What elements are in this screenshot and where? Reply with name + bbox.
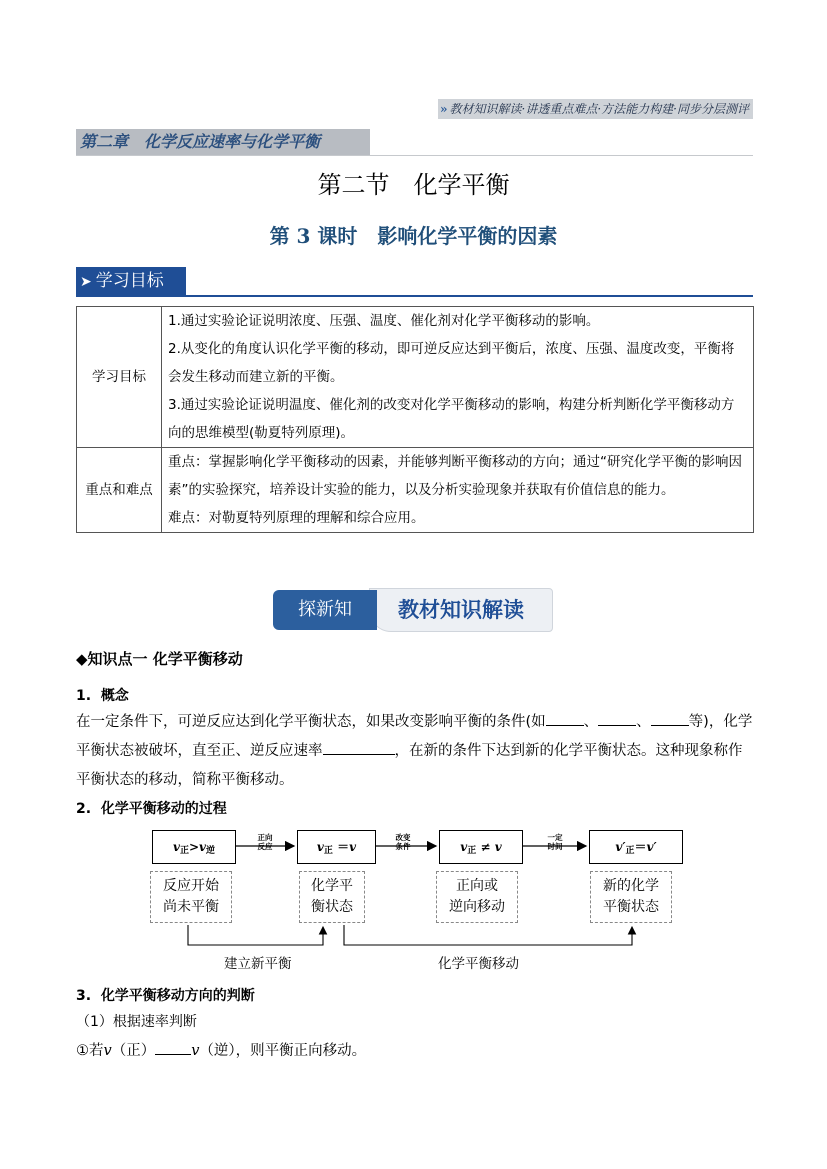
goal-line: 3.通过实验论证说明温度、催化剂的改变对化学平衡移动的影响，构建分析判断化学平衡移动方向的思维模型(勒夏特列原理)。 bbox=[168, 397, 735, 441]
rate-symbol: v bbox=[494, 840, 502, 854]
label-equilibrium-shift: 化学平衡移动 bbox=[438, 956, 519, 972]
rate-symbol: v bbox=[172, 840, 180, 854]
arrow-label-line: 正向 bbox=[257, 833, 273, 842]
state-box-new-equilibrium bbox=[590, 871, 672, 923]
concept-text: 在一定条件下，可逆反应达到化学平衡状态，如果改变影响平衡的条件(如 bbox=[76, 714, 546, 730]
header-banner-text: 教材知识解读·讲透重点难点·方法能力构建·同步分层测评 bbox=[449, 102, 749, 116]
double-chevron-icon: » bbox=[440, 102, 448, 116]
rate-symbol: v bbox=[191, 1043, 200, 1059]
rate-box-new-equilibrium bbox=[589, 830, 683, 864]
heading-3 bbox=[76, 985, 255, 1007]
rate-symbol: v bbox=[460, 840, 468, 854]
fill-blank[interactable] bbox=[155, 1040, 191, 1056]
lesson-title: 第 3 课时 影响化学平衡的因素 bbox=[269, 224, 558, 248]
concept-text: 等)，化学平衡状态被破坏，直至正、逆反应速率 bbox=[76, 714, 753, 759]
bracket-equilibrium-shift bbox=[344, 925, 632, 945]
arrow-label-line: 反应 bbox=[257, 842, 273, 851]
arrow-label-line: 一定 bbox=[547, 833, 563, 842]
rate-subscript: 逆 bbox=[206, 846, 216, 856]
state-box-equilibrium bbox=[299, 871, 365, 923]
rate-subscript: 正 bbox=[625, 846, 635, 856]
heading-number: 2. bbox=[76, 801, 92, 817]
state-line: 化学平 bbox=[311, 878, 353, 894]
state-line: 衡状态 bbox=[311, 899, 353, 915]
state-line: 逆向移动 bbox=[449, 899, 505, 915]
rate-symbol: v bbox=[646, 840, 654, 854]
section-banner-left: 探新知 bbox=[273, 590, 377, 630]
row-head-key-points: 重点和难点 bbox=[77, 448, 162, 533]
subheading-rate: （1）根据速率判断 bbox=[76, 1014, 197, 1030]
arrow-label-forward bbox=[248, 833, 282, 851]
goal-line: 1.通过实验论证说明浓度、压强、温度、催化剂对化学平衡移动的影响。 bbox=[168, 313, 600, 329]
item-paren: （正） bbox=[111, 1043, 156, 1059]
state-line: 尚未平衡 bbox=[163, 899, 219, 915]
rate-subscript: 正 bbox=[179, 846, 189, 856]
play-arrow-icon: ➤ bbox=[80, 274, 92, 290]
rate-symbol: v bbox=[103, 1043, 112, 1059]
chapter-title: 第二章 化学反应速率与化学平衡 bbox=[76, 129, 370, 155]
section-title: 第二节 化学平衡 bbox=[317, 171, 510, 199]
concept-separator: 、 bbox=[636, 714, 651, 730]
rate-subscript: 正 bbox=[467, 846, 477, 856]
state-box-not-equilibrium bbox=[150, 871, 232, 923]
section-banner-right: 教材知识解读 bbox=[369, 588, 553, 632]
rate-operator: > bbox=[188, 840, 200, 854]
heading-text: 概念 bbox=[100, 688, 129, 704]
rate-box-shift bbox=[439, 830, 523, 864]
item-prefix: ①若 bbox=[76, 1043, 104, 1059]
rate-prime: ′ bbox=[653, 840, 657, 854]
rate-operator: ＝ bbox=[337, 840, 350, 854]
arrow-label-line: 改变 bbox=[395, 833, 411, 842]
objectives-tag-label: 学习目标 bbox=[95, 271, 164, 291]
item-paren: （逆） bbox=[199, 1043, 236, 1059]
difficulty-line: 难点：对勒夏特列原理的理解和综合应用。 bbox=[168, 510, 425, 526]
state-line: 平衡状态 bbox=[603, 899, 659, 915]
knowledge-point-title: ◆知识点一 化学平衡移动 bbox=[76, 650, 243, 668]
state-line: 正向或 bbox=[456, 878, 498, 894]
bracket-establish-equilibrium bbox=[188, 925, 323, 945]
rate-symbol: v bbox=[615, 840, 623, 854]
arrow-label-time bbox=[538, 833, 572, 851]
goal-line: 2.从变化的角度认识化学平衡的移动，即可逆反应达到平衡后，浓度、压强、温度改变，平衡将会发生移动而建立新的平衡。 bbox=[168, 341, 735, 385]
arrow-label-line: 条件 bbox=[395, 842, 411, 851]
rate-box-unbalanced bbox=[152, 830, 236, 864]
heading-text: 化学平衡移动方向的判断 bbox=[100, 988, 255, 1004]
rate-prime: ′ bbox=[622, 840, 626, 854]
heading-number: 3. bbox=[76, 988, 92, 1004]
arrow-label-line: 时间 bbox=[547, 842, 563, 851]
rate-operator: ≠ bbox=[480, 840, 491, 854]
rate-subscript: 正 bbox=[323, 846, 333, 856]
heading-text: 化学平衡移动的过程 bbox=[100, 801, 227, 817]
rate-symbol: v bbox=[349, 840, 357, 854]
arrow-label-condition bbox=[386, 833, 420, 851]
key-point-line: 重点：掌握影响化学平衡移动的因素，并能够判断平衡移动的方向；通过“研究化学平衡的影响因素”的实验探究，培养设计实验的能力，以及分析实验现象并获取有价值信息的能力。 bbox=[168, 454, 742, 498]
heading-number: 1. bbox=[76, 688, 92, 704]
item-suffix: ，则平衡正向移动。 bbox=[235, 1043, 367, 1059]
state-line: 反应开始 bbox=[163, 878, 219, 894]
state-line: 新的化学 bbox=[603, 878, 659, 894]
rate-symbol: v bbox=[199, 840, 207, 854]
rate-operator: ＝ bbox=[634, 840, 647, 854]
label-establish-equilibrium: 建立新平衡 bbox=[224, 956, 292, 972]
state-box-shifting bbox=[436, 871, 518, 923]
rate-judgement-item bbox=[76, 1039, 366, 1063]
concept-text: ，在新的条件下达到新的化学平衡状态。这种现象称作平衡状态的移动，简称平衡移动。 bbox=[76, 743, 743, 788]
concept-separator: 、 bbox=[583, 714, 599, 730]
rate-symbol: v bbox=[316, 840, 324, 854]
row-head-goals: 学习目标 bbox=[77, 307, 162, 448]
rate-box-equilibrium bbox=[297, 830, 376, 864]
